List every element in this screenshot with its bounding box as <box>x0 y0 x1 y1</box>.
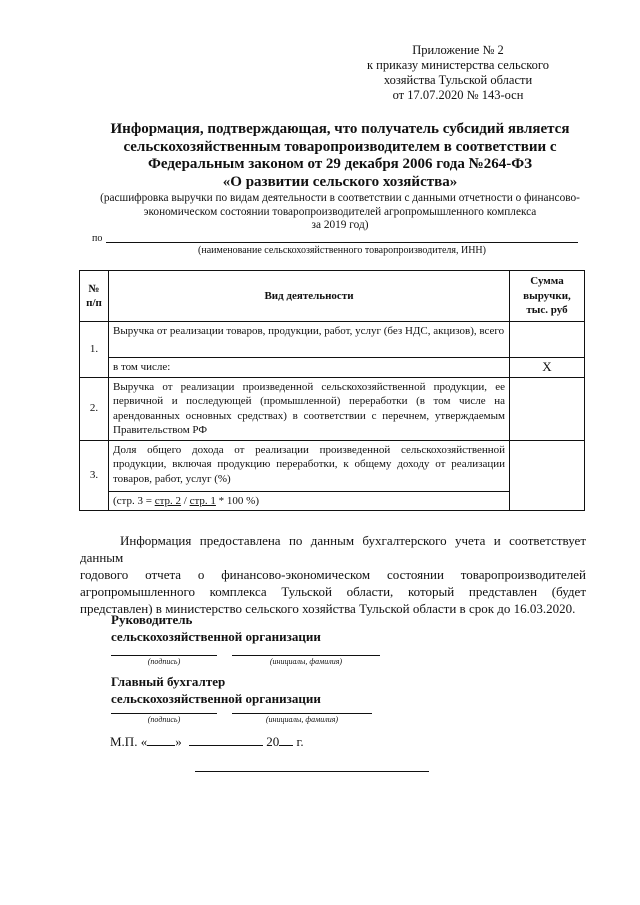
day-field[interactable] <box>147 734 175 746</box>
accountant-title <box>111 673 321 707</box>
head-title <box>111 611 321 645</box>
appendix-date: от 17.07.2020 № 143-осн <box>392 88 524 102</box>
formula-prefix: (стр. 3 = <box>113 494 155 507</box>
accountant-name-caption: (инициалы, фамилия) <box>265 715 339 724</box>
subtitle-line: за 2019 год) <box>311 219 369 231</box>
header-num: № п/п <box>80 271 109 322</box>
po-label: по <box>92 233 103 244</box>
row-subtext: в том числе: <box>109 358 510 378</box>
appendix-title: Приложение № 2 <box>412 43 504 57</box>
info-first-line: Информация предоставлена по данным бухгалтерского учета и соответствует данным <box>80 533 586 565</box>
accountant-signature-field[interactable] <box>111 713 217 714</box>
document-title <box>60 121 620 191</box>
head-org-line: сельскохозяйственной организации <box>111 629 321 644</box>
row-sum-cell[interactable] <box>510 322 585 358</box>
appendix-block <box>358 43 558 103</box>
document-subtitle <box>60 192 620 233</box>
row-number: 2. <box>80 377 109 440</box>
formula-separator: / <box>181 494 190 507</box>
year-prefix: 20 <box>266 734 280 749</box>
appendix-ministry: хозяйства Тульской области <box>383 73 533 87</box>
header-activity: Вид деятельности <box>109 271 510 322</box>
subtitle-line: экономическом состоянии товаропроизводителей агропромышленного комплекса <box>143 205 537 218</box>
row-activity: Выручка от реализации товаров, продукции, работ, услуг (без НДС, акцизов), всего <box>109 322 510 358</box>
stamp-date-line <box>110 734 304 750</box>
table-row <box>80 377 585 440</box>
revenue-table <box>79 270 585 511</box>
table-row <box>80 322 585 358</box>
formula-link-row1[interactable]: стр. 1 <box>189 494 216 507</box>
info-paragraph <box>80 532 586 617</box>
bottom-signature-line <box>195 771 429 772</box>
accountant-title-line: Главный бухгалтер <box>111 674 226 689</box>
title-line: «О развитии сельского хозяйства» <box>222 173 458 190</box>
year-suffix: г. <box>293 734 304 749</box>
title-line: сельскохозяйственным товаропроизводителем в соответствии с <box>123 138 557 155</box>
table-row <box>80 440 585 491</box>
organization-name-field[interactable] <box>106 242 578 243</box>
row-sum-cell[interactable] <box>510 377 585 440</box>
formula-link-row2[interactable]: стр. 2 <box>154 494 182 507</box>
month-field[interactable] <box>189 734 263 746</box>
head-signature-field[interactable] <box>111 655 217 656</box>
organization-name-caption: (наименование сельскохозяйственного товаропроизводителя, ИНН) <box>198 245 486 256</box>
head-title-line: Руководитель <box>111 612 193 627</box>
stamp-label: М.П. « <box>110 734 148 749</box>
title-line: Федеральным законом от 29 декабря 2006 года №264-ФЗ <box>147 156 533 172</box>
head-signature-caption: (подпись) <box>147 657 181 666</box>
table-header-row <box>80 271 585 322</box>
accountant-signature-caption: (подпись) <box>147 715 181 724</box>
row-sum-cell[interactable] <box>510 440 585 511</box>
row-formula <box>109 491 510 511</box>
accountant-name-field[interactable] <box>232 713 372 714</box>
head-name-caption: (инициалы, фамилия) <box>269 657 343 666</box>
head-name-field[interactable] <box>232 655 380 656</box>
row-number: 3. <box>80 440 109 511</box>
title-line: Информация, подтверждающая, что получатель субсидий является <box>110 121 570 137</box>
accountant-org-line: сельскохозяйственной организации <box>111 691 321 706</box>
subtitle-line: (расшифровка выручки по видам деятельности в соответствии с данными отчетности о финансово- <box>100 192 580 204</box>
table-subrow <box>80 358 585 378</box>
year-field[interactable] <box>279 734 293 746</box>
row-activity: Выручка от реализации произведенной сельскохозяйственной продукции, ее первичной и последующей (промышленной) переработки (в том числе на арендованных основных средствах) в соответствии с перечнем, утверждаемым Правительством РФ <box>109 377 510 440</box>
table-subrow <box>80 491 585 511</box>
row-activity: Доля общего дохода от реализации произведенной сельскохозяйственной продукции, включая продукцию переработки, к общему доходу от реализации товаров, работ, услуг (%) <box>109 440 510 491</box>
row-sum-x: X <box>510 358 585 378</box>
header-sum: Сумма выручки, тыс. руб <box>510 271 585 322</box>
formula-suffix: * 100 %) <box>215 494 259 507</box>
appendix-order: к приказу министерства сельского <box>366 58 549 72</box>
info-rest: годового отчета о финансово-экономическом состоянии товаропроизводителей агропромышленного комплекса Тульской области, который представлен (будет представлен) в министерство сельского хозяйства Тульской области в срок до 16.03.2020. <box>80 567 586 616</box>
close-quote: » <box>175 734 182 749</box>
row-number: 1. <box>80 322 109 378</box>
